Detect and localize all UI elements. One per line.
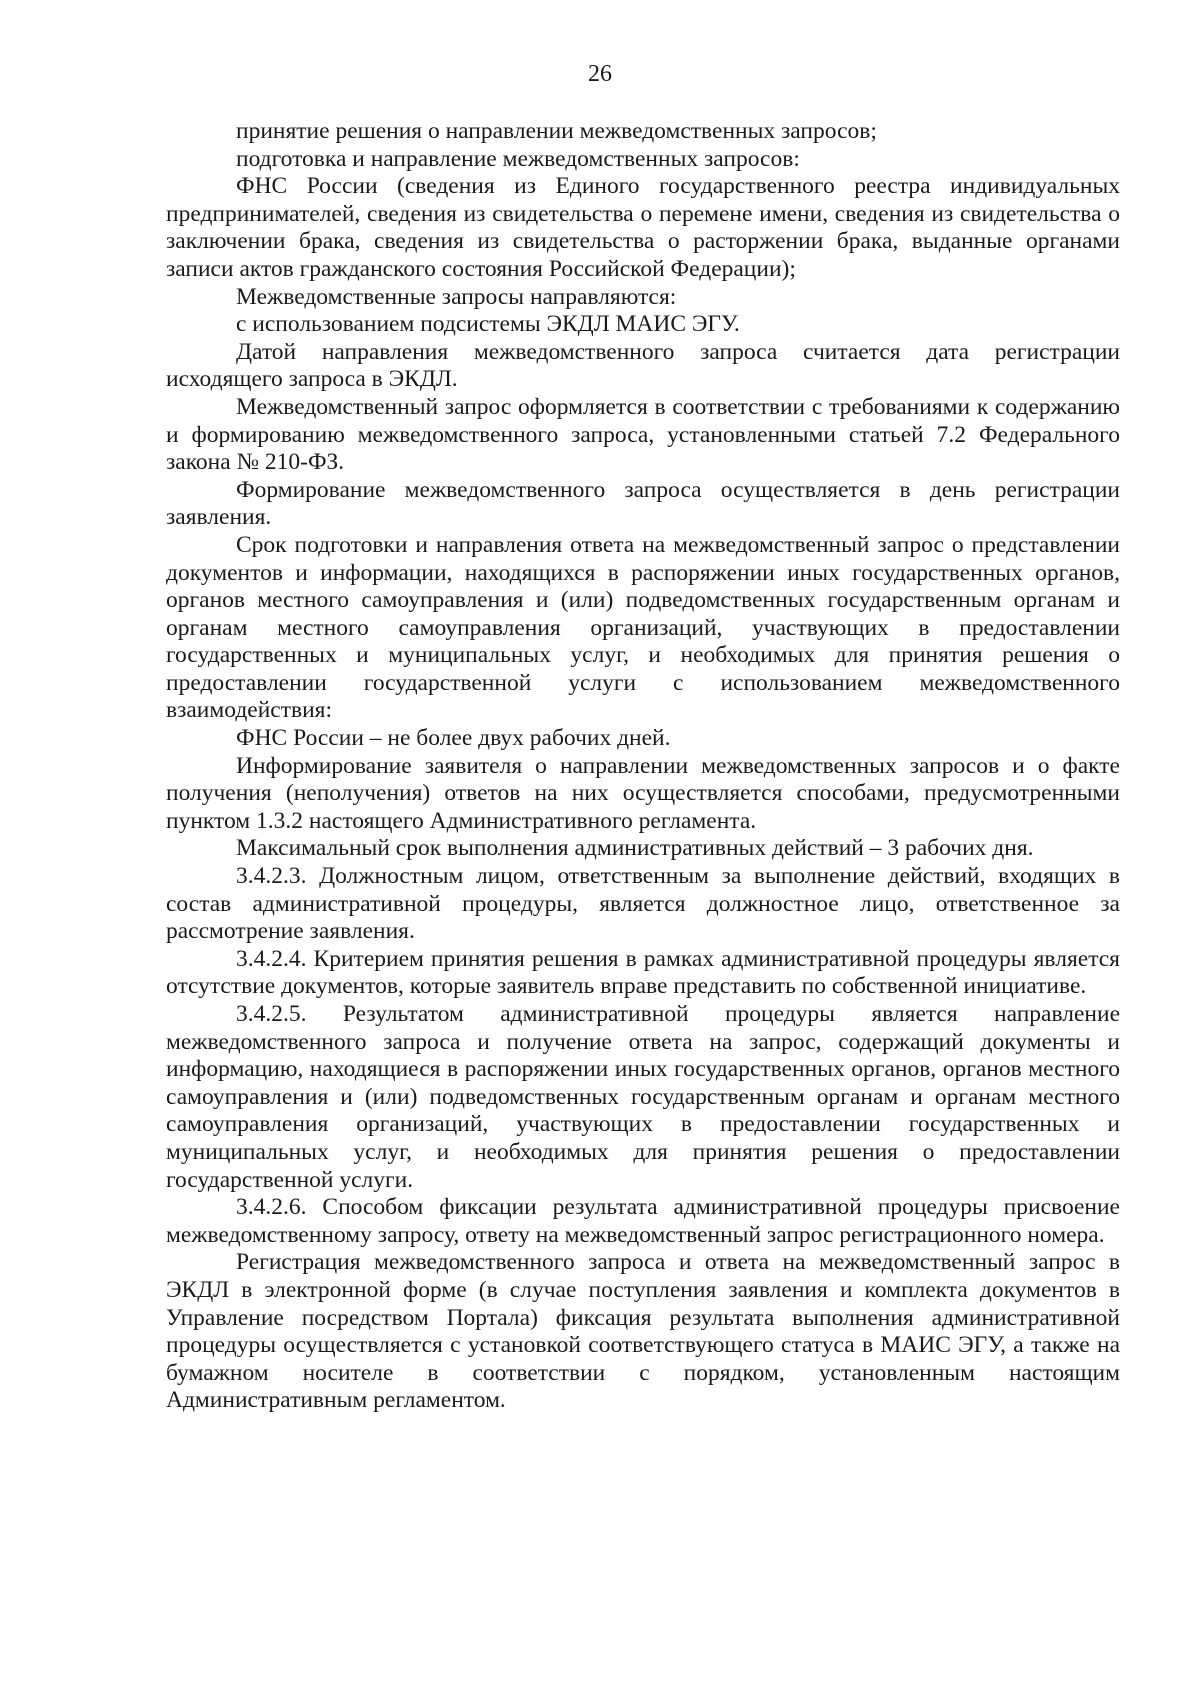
- paragraph: ФНС России – не более двух рабочих дней.: [236, 725, 671, 752]
- paragraph: Межведомственные запросы направляются:: [236, 283, 677, 310]
- paragraph: 3.4.2.5. Результатом административной процедуры является направление межведомственного запроса и получение ответа на запрос, содержащий документы и информацию, находящиеся в распоряжении иных государственных органов, органов местного самоуправления и (или) подведомственных государственным органам и органам местного самоуправления организаций, участвующих в предоставлении государственных и муниципальных услуг, и необходимых для принятия решения о предоставлении государственной услуги.: [166, 1001, 1120, 1193]
- paragraph: ФНС России (сведения из Единого государственного реестра индивидуальных предпринимателей, сведения из свидетельства о перемене имени, сведения из свидетельства о заключении брака, сведения из свидетельства о расторжении брака, выданные органами записи актов гражданского состояния Российской Федерации);: [166, 173, 1120, 282]
- paragraph: 3.4.2.6. Способом фиксации результата административной процедуры присвоение межведомственному запросу, ответу на межведомственный запрос регистрационного номера.: [166, 1194, 1120, 1248]
- paragraph: Формирование межведомственного запроса осуществляется в день регистрации заявления.: [166, 476, 1120, 531]
- page-number: 26: [588, 61, 612, 87]
- paragraph: Датой направления межведомственного запроса считается дата регистрации исходящего запроса в ЭКДЛ.: [166, 338, 1120, 393]
- paragraph: Максимальный срок выполнения административных действий – 3 рабочих дня.: [236, 835, 1034, 862]
- document-body: [166, 118, 1120, 1415]
- paragraph: Срок подготовки и направления ответа на межведомственный запрос о представлении документов и информации, находящихся в распоряжении иных государственных органов, органов местного самоуправления и (или) подведомственных государственным органам и органам местного самоуправления организаций, участвующих в предоставлении государственных и муниципальных услуг, и необходимых для принятия решения о предоставлении государственной услуги с использованием межведомственного взаимодействия:: [166, 531, 1120, 724]
- paragraph: 3.4.2.4. Критерием принятия решения в рамках административной процедуры является отсутствие документов, которые заявитель вправе представить по собственной инициативе.: [166, 945, 1120, 1000]
- paragraph: Регистрация межведомственного запроса и ответа на межведомственный запрос в ЭКДЛ в электронной форме (в случае поступления заявления и комплекта документов в Управление посредством Портала) фиксация результата выполнения административной процедуры осуществляется с установкой соответствующего статуса в МАИС ЭГУ, а также на бумажном носителе в соответствии с порядком, установленным настоящим Административным регламентом.: [166, 1249, 1120, 1414]
- paragraph: Межведомственный запрос оформляется в соответствии с требованиями к содержанию и формированию межведомственного запроса, установленными статьей 7.2 Федерального закона № 210-ФЗ.: [166, 393, 1120, 476]
- paragraph: подготовка и направление межведомственных запросов:: [236, 145, 800, 172]
- paragraph: с использованием подсистемы ЭКДЛ МАИС ЭГУ.: [236, 311, 740, 338]
- paragraph: принятие решения о направлении межведомственных запросов;: [236, 118, 877, 144]
- paragraph: 3.4.2.3. Должностным лицом, ответственным за выполнение действий, входящих в состав административной процедуры, является должностное лицо, ответственное за рассмотрение заявления.: [166, 863, 1120, 945]
- paragraph: Информирование заявителя о направлении межведомственных запросов и о факте получения (неполучения) ответов на них осуществляется способами, предусмотренными пунктом 1.3.2 настоящего Административного регламента.: [166, 752, 1120, 834]
